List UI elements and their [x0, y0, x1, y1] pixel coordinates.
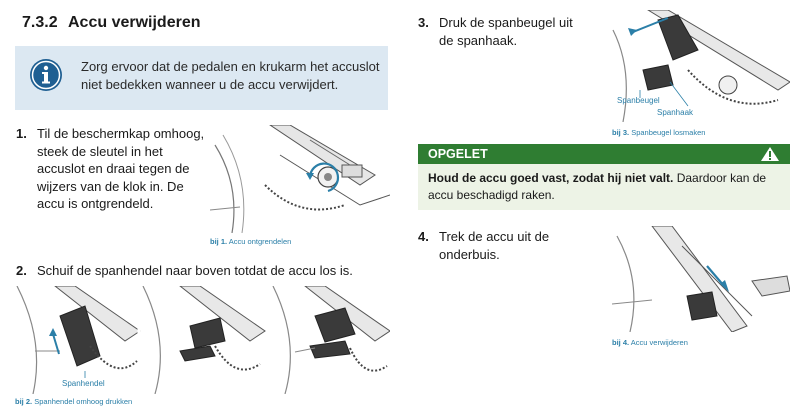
warning-bold-text: Houd de accu goed vast, zodat hij niet valt.: [428, 171, 674, 185]
step-2-number: 2.: [16, 263, 27, 278]
step-1-text: Til de beschermkap omhoog, steek de sleutel in het accuslot en draai tegen de wijzers van de klok in. De accu is ontgrendeld.: [37, 126, 205, 211]
figure-2-callout: Spanhendel: [62, 379, 105, 388]
step-4-text: Trek de accu uit de onderbuis.: [439, 229, 550, 262]
figure-3-callout-spanhaak: Spanhaak: [657, 108, 694, 117]
info-box: [15, 46, 388, 110]
step-3-number: 3.: [418, 15, 429, 30]
figure-3-caption-text: Spanbeugel losmaken: [631, 128, 706, 137]
step-3: [418, 14, 598, 54]
info-text: Zorg ervoor dat de pedalen en krukarm het accuslot niet bedekken wanneer u de accu verwijdert.: [81, 59, 380, 92]
section-heading: Accu verwijderen: [68, 14, 201, 31]
warning-header: [418, 144, 790, 164]
step-3-text: Druk de spanbeugel uit de spanhaak.: [439, 15, 573, 48]
step-2: [16, 262, 386, 280]
figure-2-caption: [15, 397, 132, 406]
figure-1-caption: [210, 237, 291, 246]
info-icon: [29, 58, 63, 92]
section-number: 7.3.2: [22, 14, 58, 31]
step-1: [16, 125, 206, 211]
warning-text: [428, 170, 778, 204]
figure-3-caption: [612, 128, 705, 137]
step-4: [418, 228, 603, 262]
figure-4-caption: [612, 338, 688, 347]
figure-1-label: bij 1.: [210, 237, 228, 246]
warning-rest-text: Daardoor kan de accu beschadigd raken.: [428, 171, 767, 202]
figure-3-callout-spanbeugel: Spanbeugel: [617, 96, 660, 105]
figure-4-label: bij 4.: [612, 338, 630, 347]
warning-body: [418, 164, 790, 210]
section-title: [22, 14, 201, 32]
figure-2-illustration: [15, 286, 390, 394]
figure-2-label: bij 2.: [15, 397, 33, 406]
figure-4-illustration: [612, 226, 790, 332]
figure-3-illustration: [608, 10, 790, 122]
step-4-number: 4.: [418, 229, 429, 244]
warning-triangle-icon: [760, 146, 780, 162]
step-2-text: Schuif de spanhendel naar boven totdat de accu los is.: [37, 263, 353, 278]
figure-1-caption-text: Accu ontgrendelen: [228, 237, 292, 246]
step-1-number: 1.: [16, 126, 27, 141]
warning-title: OPGELET: [428, 147, 488, 161]
figure-2-caption-text: Spanhendel omhoog drukken: [34, 397, 133, 406]
figure-4-caption-text: Accu verwijderen: [630, 338, 688, 347]
figure-3-label: bij 3.: [612, 128, 630, 137]
figure-1-illustration: [210, 125, 390, 233]
